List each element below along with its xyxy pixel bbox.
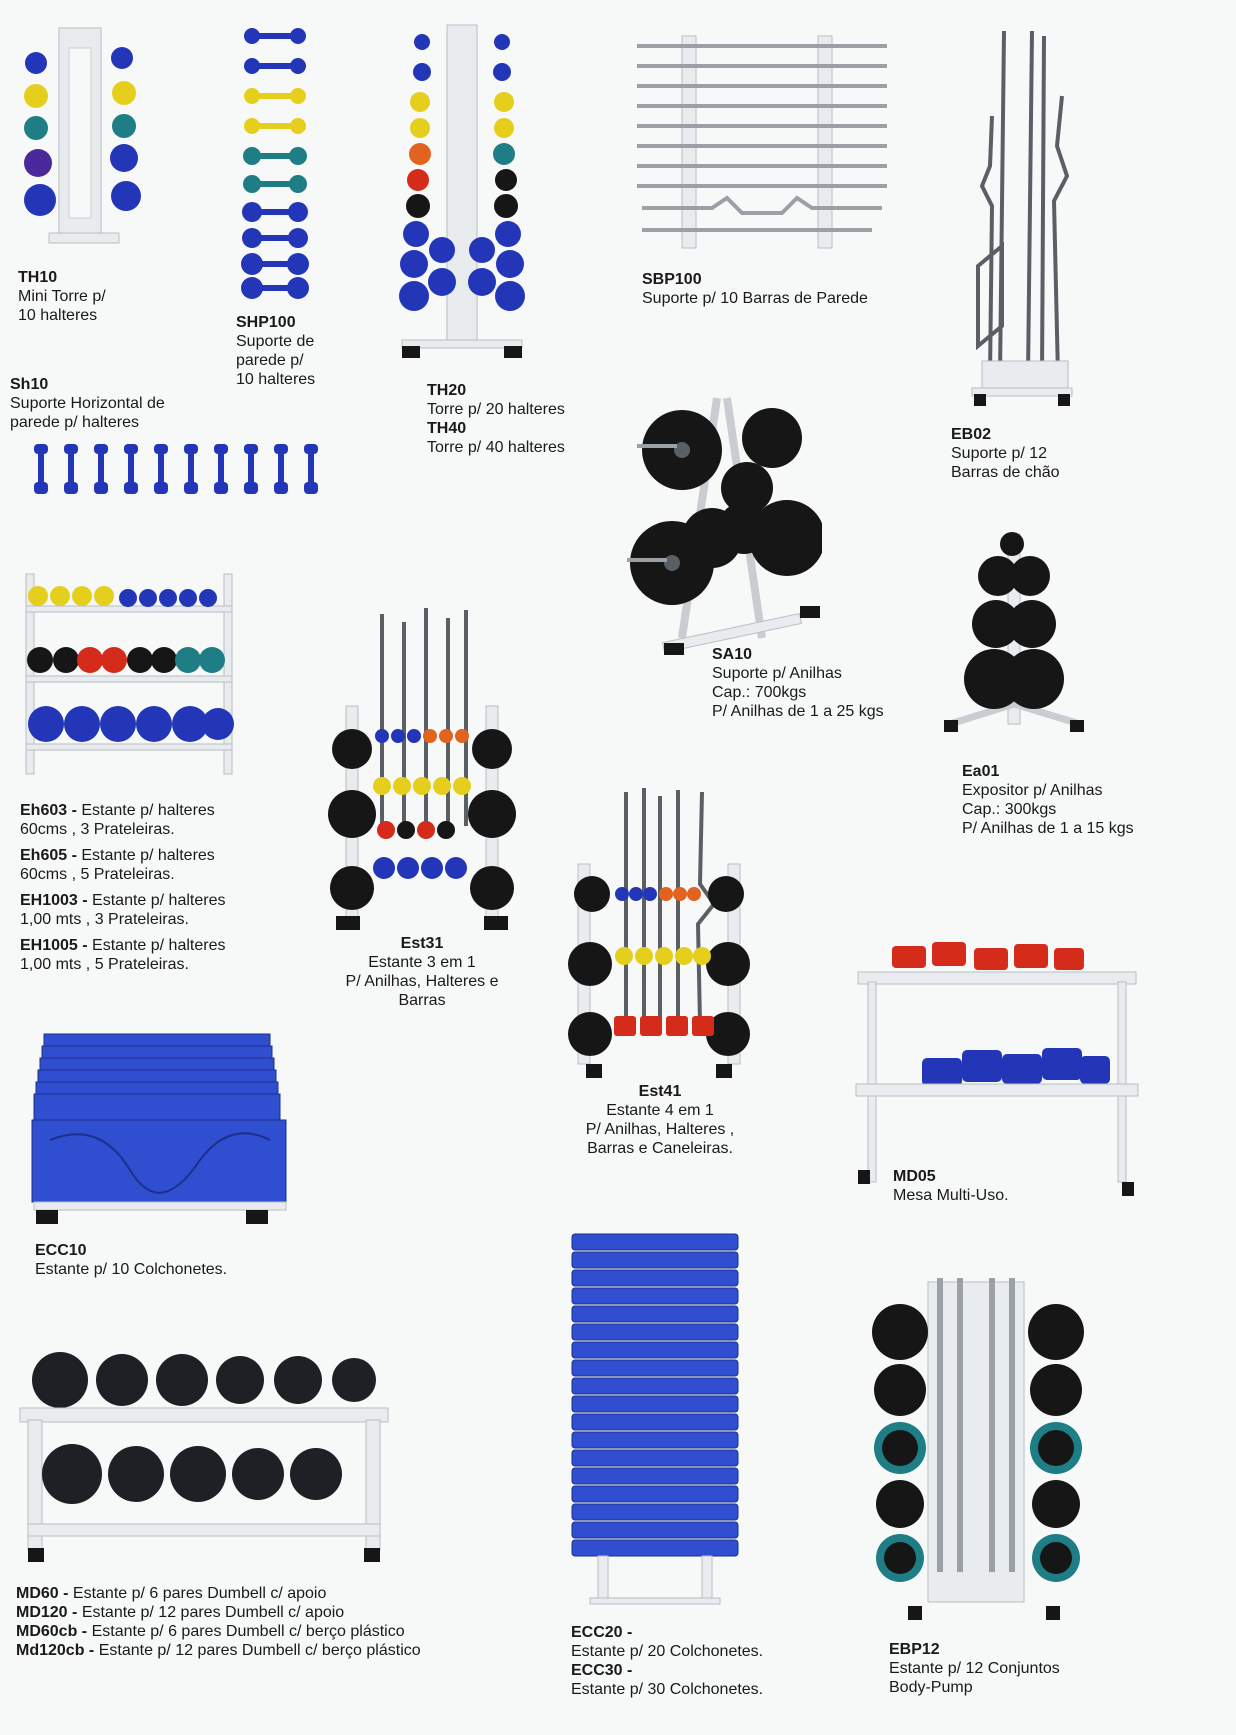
eh-row-2: [20, 846, 225, 865]
shp100-wall-rack-image: [236, 22, 316, 302]
est41-code: Est41: [638, 1083, 682, 1100]
md05-caption: [893, 1167, 1009, 1205]
th40-line-1: Torre p/ 40 halteres: [427, 439, 565, 456]
eh603-desc: Estante p/ halteres: [81, 802, 215, 819]
sh10-code: Sh10: [10, 376, 49, 393]
ebp12-line-2: Body-Pump: [889, 1679, 973, 1696]
ecc20-desc: Estante p/ 20 Colchonetes.: [571, 1643, 764, 1660]
md60-dumbbells-top: [32, 1352, 376, 1408]
md05-line-1: Mesa Multi-Uso.: [893, 1187, 1009, 1204]
eh1005-code: EH1005 -: [20, 937, 88, 954]
eh-row-3: [20, 891, 225, 910]
th10-line-2: 10 halteres: [18, 307, 98, 324]
md60-dumbbells-bottom: [42, 1444, 342, 1504]
th10-code: TH10: [18, 269, 58, 286]
sh10-line-1: Suporte Horizontal de: [10, 395, 165, 412]
sa10-line-2: Cap.: 700kgs: [712, 684, 807, 701]
ecc10-code: ECC10: [35, 1242, 87, 1259]
md-rack-caption: [16, 1584, 421, 1660]
ebp12-rack-image: [868, 1272, 1088, 1632]
ea01-plate-display-image: [930, 514, 1100, 749]
md120cb-desc: Estante p/ 12 pares Dumbell c/ berço plástico: [98, 1642, 421, 1659]
eh1003-desc: Estante p/ halteres: [92, 892, 226, 909]
md-row-3: [16, 1622, 421, 1641]
est41-line-2: P/ Anilhas, Halteres ,: [585, 1121, 735, 1138]
sa10-plate-tree-image: [622, 388, 822, 668]
est41-line-3: Barras e Caneleiras.: [587, 1140, 733, 1157]
ecc30-code: ECC30 -: [571, 1662, 633, 1679]
sa10-code: SA10: [712, 646, 753, 663]
th10-mini-tower-image: [14, 18, 144, 253]
est41-rack-image: [564, 784, 752, 1088]
eh-shelf-caption: [20, 801, 225, 974]
th10-line-1: Mini Torre p/: [18, 288, 106, 305]
sa10-plates: [630, 408, 822, 605]
sh10-dumbbells: [34, 444, 318, 494]
md05-ankle-weights-bottom: [922, 1048, 1110, 1086]
sa10-caption: [712, 645, 884, 721]
ea01-caption: [962, 762, 1134, 838]
md05-table-image: [852, 938, 1142, 1198]
md60-code: MD60 -: [16, 1585, 69, 1602]
ea01-line-1: Expositor p/ Anilhas: [962, 782, 1103, 799]
shp100-code: SHP100: [236, 314, 296, 331]
eh605-sub: 60cms , 5 Prateleiras.: [20, 866, 175, 883]
ea01-code: Ea01: [962, 763, 1000, 780]
eh1005-desc: Estante p/ halteres: [92, 937, 226, 954]
eb02-line-2: Barras de chão: [951, 464, 1060, 481]
sbp100-line-1: Suporte p/ 10 Barras de Parede: [642, 290, 868, 307]
est31-code: Est31: [400, 935, 444, 952]
md60-desc: Estante p/ 6 pares Dumbell c/ apoio: [72, 1585, 327, 1602]
md120-desc: Estante p/ 12 pares Dumbell c/ apoio: [81, 1604, 345, 1621]
eh603-sub: 60cms , 3 Prateleiras.: [20, 821, 175, 838]
th20-caption: [427, 381, 565, 457]
md-row-2: [16, 1603, 421, 1622]
eh-row-1: [20, 801, 225, 820]
eh605-desc: Estante p/ halteres: [81, 847, 215, 864]
md60cb-code: MD60cb -: [16, 1623, 88, 1640]
eb02-code: EB02: [951, 426, 992, 443]
ea01-line-3: P/ Anilhas de 1 a 15 kgs: [962, 820, 1134, 837]
eh1003-code: EH1003 -: [20, 892, 88, 909]
md05-code: MD05: [893, 1168, 936, 1185]
ecc10-mat-rack-image: [30, 1030, 292, 1230]
th10-caption: [18, 268, 106, 325]
eb02-caption: [951, 425, 1060, 482]
ebp12-line-1: Estante p/ 12 Conjuntos: [889, 1660, 1060, 1677]
md-row-4: [16, 1641, 421, 1660]
md60cb-desc: Estante p/ 6 pares Dumbell c/ berço plástico: [91, 1623, 405, 1640]
md05-ankle-weights-top: [892, 942, 1084, 970]
shp100-line-1: Suporte de: [236, 333, 315, 350]
th40-code: TH40: [427, 420, 467, 437]
md-row-1: [16, 1584, 421, 1603]
est31-caption: [332, 934, 512, 1010]
est31-plates: [328, 729, 516, 910]
ecc10-caption: [35, 1241, 227, 1279]
sbp100-bar-rack-image: [632, 28, 894, 253]
est31-line-1: Estante 3 em 1: [368, 954, 476, 971]
eh603-code: Eh603 -: [20, 802, 77, 819]
md60-dumbbell-rack-image: [14, 1340, 394, 1570]
eh-row-4: [20, 936, 225, 955]
est41-caption: [560, 1082, 760, 1158]
eh605-code: Eh605 -: [20, 847, 77, 864]
ecc10-line-1: Estante p/ 10 Colchonetes.: [35, 1261, 228, 1278]
ecc20-code: ECC20 -: [571, 1624, 633, 1641]
shp100-line-2: parede p/: [236, 352, 304, 369]
eh1005-sub: 1,00 mts , 5 Prateleiras.: [20, 956, 189, 973]
sh10-horizontal-rack-image: [28, 438, 328, 500]
sbp100-code: SBP100: [642, 271, 702, 288]
est31-line-2: P/ Anilhas, Halteres e: [345, 973, 499, 990]
shp100-dumbbells: [241, 28, 309, 299]
eb02-bars: [978, 31, 1067, 376]
sbp100-bars: [637, 46, 887, 230]
th20-line-1: Torre p/ 20 halteres: [427, 401, 565, 418]
eb02-line-1: Suporte p/ 12: [951, 445, 1048, 462]
ebp12-code: EBP12: [889, 1641, 940, 1658]
ecc20-mat-rack-image: [570, 1230, 740, 1610]
est31-rack-image: [326, 606, 518, 938]
eh1003-sub: 1,00 mts , 3 Prateleiras.: [20, 911, 189, 928]
md120cb-code: Md120cb -: [16, 1642, 95, 1659]
th20-code: TH20: [427, 382, 467, 399]
eh603-dumbbell-shelf-image: [18, 572, 240, 784]
est31-dumbbells: [373, 729, 471, 879]
th20-tower-image: [392, 20, 532, 370]
ecc30-desc: Estante p/ 30 Colchonetes.: [571, 1681, 764, 1698]
sa10-line-1: Suporte p/ Anilhas: [712, 665, 842, 682]
shp100-line-3: 10 halteres: [236, 371, 316, 388]
ecc20-mats: [572, 1234, 738, 1556]
ecc2030-caption: [571, 1623, 763, 1699]
sh10-line-2: parede p/ halteres: [10, 414, 139, 431]
ecc10-mats: [32, 1034, 286, 1202]
est41-bars: [626, 788, 714, 1024]
shp100-caption: [236, 313, 315, 389]
ebp12-caption: [889, 1640, 1060, 1697]
md120-code: MD120 -: [16, 1604, 78, 1621]
sbp100-caption: [642, 270, 868, 308]
est31-line-3: Barras: [398, 992, 446, 1009]
sa10-line-3: P/ Anilhas de 1 a 25 kgs: [712, 703, 884, 720]
est41-line-1: Estante 4 em 1: [606, 1102, 714, 1119]
sh10-caption: [10, 375, 165, 432]
ea01-line-2: Cap.: 300kgs: [962, 801, 1057, 818]
eb02-floor-rack-image: [962, 26, 1082, 416]
